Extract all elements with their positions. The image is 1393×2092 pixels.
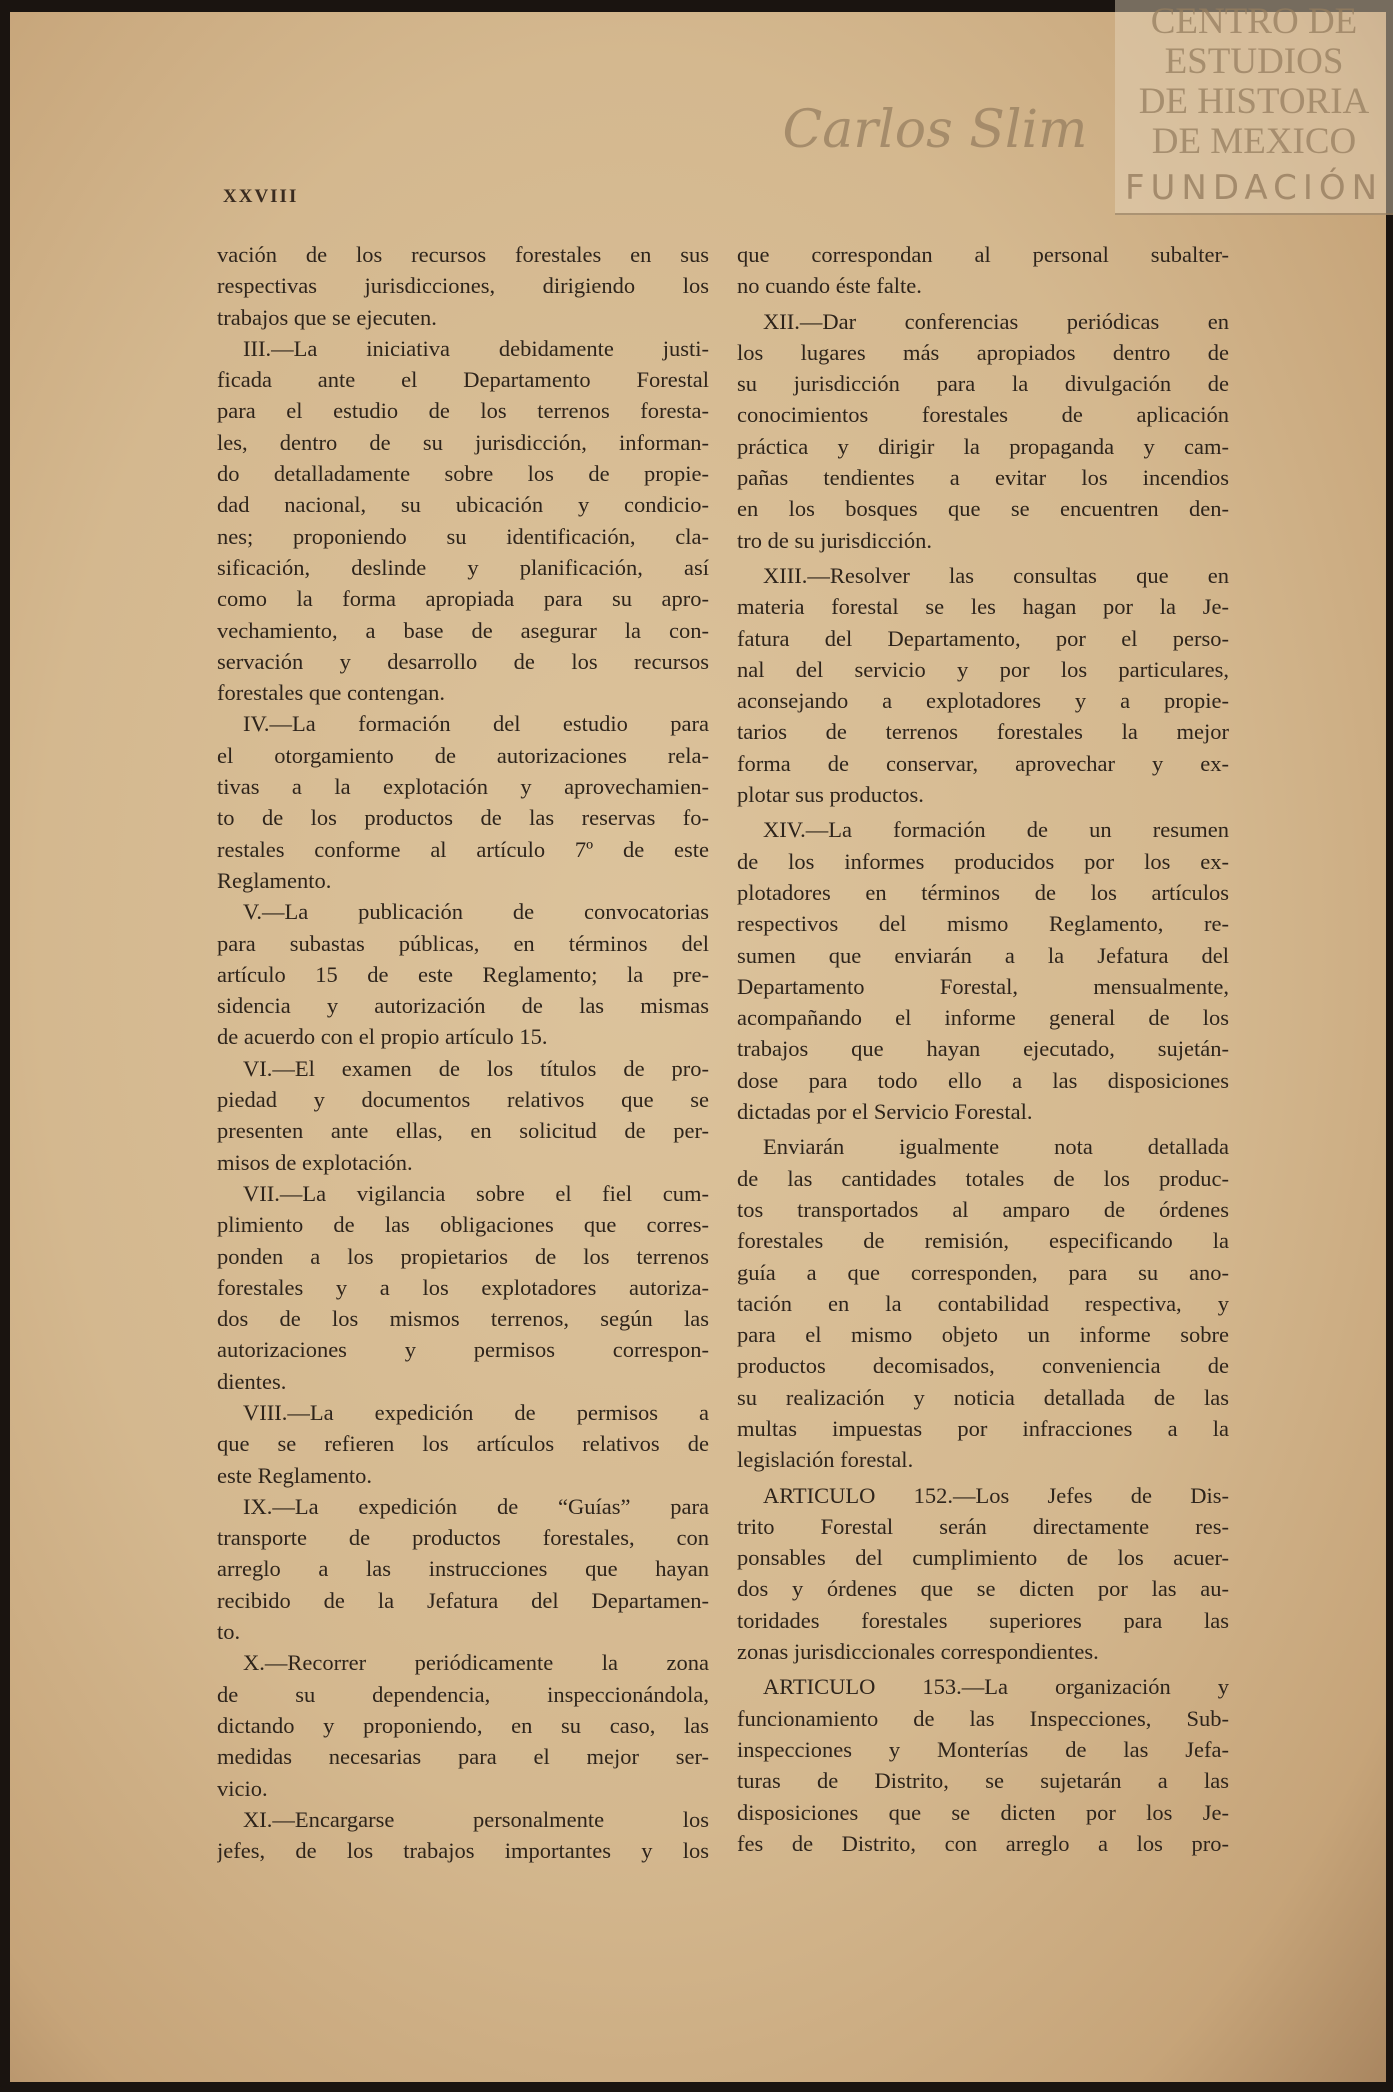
text-line: artículo 15 de este Reglamento; la pre- xyxy=(217,961,709,987)
text-line: ARTICULO 152.—Los Jefes de Dis- xyxy=(763,1482,1229,1508)
text-line: III.—La iniciativa debidamente justi- xyxy=(243,335,709,361)
text-line: XIII.—Resolver las consultas que en xyxy=(763,562,1229,588)
text-line: como la forma apropiada para su apro- xyxy=(217,586,709,612)
text-line: acompañando el informe general de los xyxy=(737,1005,1229,1031)
text-line: materia forestal se les hagan por la Je- xyxy=(737,594,1229,620)
text-line: plimiento de las obligaciones que corres- xyxy=(217,1212,709,1238)
text-line: respectivas jurisdicciones, dirigiendo los xyxy=(217,273,709,299)
text-line: VII.—La vigilancia sobre el fiel cum- xyxy=(243,1180,709,1206)
text-line: plotar sus productos. xyxy=(737,782,924,808)
paragraph xyxy=(217,1053,709,1178)
text-line: el otorgamiento de autorizaciones rela- xyxy=(217,742,709,768)
text-line: de acuerdo con el propio artículo 15. xyxy=(217,1024,548,1050)
signature-text: Carlos Slim xyxy=(782,100,1088,160)
paragraph xyxy=(737,306,1229,556)
text-line: tación en la contabilidad respectiva, y xyxy=(737,1290,1229,1316)
text-line: disposiciones que se dicten por los Je- xyxy=(737,1799,1229,1825)
paragraph xyxy=(737,1671,1229,1859)
paragraph xyxy=(217,1491,709,1647)
text-line: legislación forestal. xyxy=(737,1447,914,1473)
text-line: funcionamiento de las Inspecciones, Sub- xyxy=(737,1705,1229,1731)
watermark-fundacion: FUNDACIÓN xyxy=(1124,168,1384,208)
text-line: recibido de la Jefatura del Departamen- xyxy=(217,1587,709,1613)
text-line: ponsables del cumplimiento de los acuer- xyxy=(737,1545,1229,1571)
document-page xyxy=(10,12,1386,2082)
text-line: productos decomisados, conveniencia de xyxy=(737,1353,1229,1379)
text-line: de su dependencia, inspeccionándola, xyxy=(217,1681,709,1707)
text-line: dos y órdenes que se dicten por las au- xyxy=(737,1576,1229,1602)
text-line: para el mismo objeto un informe sobre xyxy=(737,1322,1229,1348)
text-line: multas impuestas por infracciones a la xyxy=(737,1415,1229,1441)
text-line: plotadores en términos de los artículos xyxy=(737,879,1229,905)
text-line: guía a que corresponden, para su ano- xyxy=(737,1259,1229,1285)
text-line: forestales y a los explotadores autoriza- xyxy=(217,1274,709,1300)
text-line: dos de los mismos terrenos, según las xyxy=(217,1306,709,1332)
paragraph xyxy=(737,560,1229,810)
text-line: dictando y proponiendo, en su caso, las xyxy=(217,1712,709,1738)
text-line: dose para todo ello a las disposiciones xyxy=(737,1067,1229,1093)
text-line: tarios de terrenos forestales la mejor xyxy=(737,719,1229,745)
text-line: ponden a los propietarios de los terrenos xyxy=(217,1243,709,1269)
paragraph xyxy=(217,333,709,709)
text-line: do detalladamente sobre los de propie- xyxy=(217,461,709,487)
text-line: dad nacional, su ubicación y condicio- xyxy=(217,492,709,518)
text-line: toridades forestales superiores para las xyxy=(737,1607,1229,1633)
text-line: jefes, de los trabajos importantes y los xyxy=(217,1838,709,1864)
paragraph xyxy=(217,1647,709,1803)
text-line: to. xyxy=(217,1619,241,1645)
text-line: misos de explotación. xyxy=(217,1149,413,1175)
text-line: X.—Recorrer periódicamente la zona xyxy=(243,1650,709,1676)
text-line: vicio. xyxy=(217,1775,268,1801)
watermark-line: DE HISTORIA xyxy=(1138,81,1370,122)
watermark-line: DE MEXICO xyxy=(1151,121,1357,162)
text-line: piedad y documentos relativos que se xyxy=(217,1087,709,1113)
text-line: de los informes producidos por los ex- xyxy=(737,848,1229,874)
right-column xyxy=(737,239,1229,1863)
watermark-line: ESTUDIOS xyxy=(1164,41,1344,82)
text-line: aconsejando a explotadores y a propie- xyxy=(737,688,1229,714)
left-column xyxy=(217,239,709,1866)
paragraph xyxy=(217,896,709,1052)
text-line: su realización y noticia detallada de las xyxy=(737,1384,1229,1410)
text-line: que se refieren los artículos relativos de xyxy=(217,1431,709,1457)
text-line: autorizaciones y permisos correspon- xyxy=(217,1337,709,1363)
text-line: de las cantidades totales de los produc- xyxy=(737,1165,1229,1191)
page-number: XXVIII xyxy=(223,186,299,207)
text-line: trito Forestal serán directamente res- xyxy=(737,1513,1229,1539)
text-line: IX.—La expedición de “Guías” para xyxy=(243,1493,709,1519)
text-line: respectivos del mismo Reglamento, re- xyxy=(737,911,1229,937)
text-line: transporte de productos forestales, con xyxy=(217,1525,709,1551)
text-line: servación y desarrollo de los recursos xyxy=(217,648,709,674)
text-line: tos transportados al amparo de órdenes xyxy=(737,1196,1229,1222)
text-line: dictadas por el Servicio Forestal. xyxy=(737,1099,1033,1125)
text-line: VI.—El examen de los títulos de pro- xyxy=(243,1055,709,1081)
text-line: sidencia y autorización de las mismas xyxy=(217,993,709,1019)
paragraph xyxy=(217,1804,709,1867)
text-line: inspecciones y Monterías de las Jefa- xyxy=(737,1736,1229,1762)
text-line: turas de Distrito, se sujetarán a las xyxy=(737,1768,1229,1794)
text-line: vechamiento, a base de asegurar la con- xyxy=(217,617,709,643)
text-line: para el estudio de los terrenos foresta- xyxy=(217,398,709,424)
paragraph xyxy=(737,1480,1229,1668)
watermark-line: CENTRO DE xyxy=(1150,1,1358,42)
text-line: no cuando éste falte. xyxy=(737,273,922,299)
text-line: les, dentro de su jurisdicción, informan- xyxy=(217,429,709,455)
text-line: que correspondan al personal subalter- xyxy=(737,242,1229,267)
text-line: Departamento Forestal, mensualmente, xyxy=(737,973,1229,999)
text-line: V.—La publicación de convocatorias xyxy=(243,899,709,925)
text-line: su jurisdicción para la divulgación de xyxy=(737,371,1229,397)
text-line: sificación, deslinde y planificación, así xyxy=(217,554,709,580)
paragraph xyxy=(217,239,709,333)
text-line: dientes. xyxy=(217,1368,287,1394)
text-line: forestales de remisión, especificando la xyxy=(737,1228,1229,1254)
text-line: este Reglamento. xyxy=(217,1462,372,1488)
text-line: IV.—La formación del estudio para xyxy=(243,711,709,737)
text-line: fatura del Departamento, por el perso- xyxy=(737,625,1229,651)
text-line: vación de los recursos forestales en sus xyxy=(217,242,709,267)
text-line: en los bosques que se encuentren den- xyxy=(737,496,1229,522)
text-line: Reglamento. xyxy=(217,867,332,893)
text-line: XI.—Encargarse personalmente los xyxy=(243,1806,709,1832)
paragraph xyxy=(217,708,709,896)
text-line: trabajos que hayan ejecutado, sujetán- xyxy=(737,1036,1229,1062)
text-line: tivas a la explotación y aprovechamien- xyxy=(217,774,709,800)
text-line: to de los productos de las reservas fo- xyxy=(217,805,709,831)
text-line: nal del servicio y por los particulares, xyxy=(737,656,1229,682)
text-line: XIV.—La formación de un resumen xyxy=(763,817,1229,843)
text-line: práctica y dirigir la propaganda y cam- xyxy=(737,433,1229,459)
text-line: fes de Distrito, con arreglo a los pro- xyxy=(737,1830,1229,1856)
text-line: sumen que enviarán a la Jefatura del xyxy=(737,942,1229,968)
text-line: tro de su jurisdicción. xyxy=(737,527,932,553)
text-line: Enviarán igualmente nota detallada xyxy=(763,1134,1229,1160)
watermark-signature xyxy=(760,95,1110,165)
text-line: pañas tendientes a evitar los incendios xyxy=(737,465,1229,491)
text-line: ficada ante el Departamento Forestal xyxy=(217,367,709,393)
paragraph xyxy=(737,239,1229,302)
paragraph xyxy=(217,1397,709,1491)
text-line: restales conforme al artículo 7º de este xyxy=(217,836,709,862)
text-line: forestales que contengan. xyxy=(217,680,446,706)
text-line: conocimientos forestales de aplicación xyxy=(737,402,1229,428)
paragraph xyxy=(217,1178,709,1397)
text-line: VIII.—La expedición de permisos a xyxy=(243,1399,709,1425)
text-line: XII.—Dar conferencias periódicas en xyxy=(763,308,1229,334)
text-line: trabajos que se ejecuten. xyxy=(217,304,437,330)
text-line: medidas necesarias para el mejor ser- xyxy=(217,1744,709,1770)
paragraph xyxy=(737,1131,1229,1475)
text-line: ARTICULO 153.—La organización y xyxy=(763,1674,1229,1700)
text-line: forma de conservar, aprovechar y ex- xyxy=(737,750,1229,776)
text-line: para subastas públicas, en términos del xyxy=(217,930,709,956)
text-line: los lugares más apropiados dentro de xyxy=(737,339,1229,365)
text-line: zonas jurisdiccionales correspondientes. xyxy=(737,1639,1099,1665)
text-line: nes; proponiendo su identificación, cla- xyxy=(217,523,709,549)
text-line: presenten ante ellas, en solicitud de per- xyxy=(217,1118,709,1144)
paragraph xyxy=(737,814,1229,1127)
text-line: arreglo a las instrucciones que hayan xyxy=(217,1556,709,1582)
